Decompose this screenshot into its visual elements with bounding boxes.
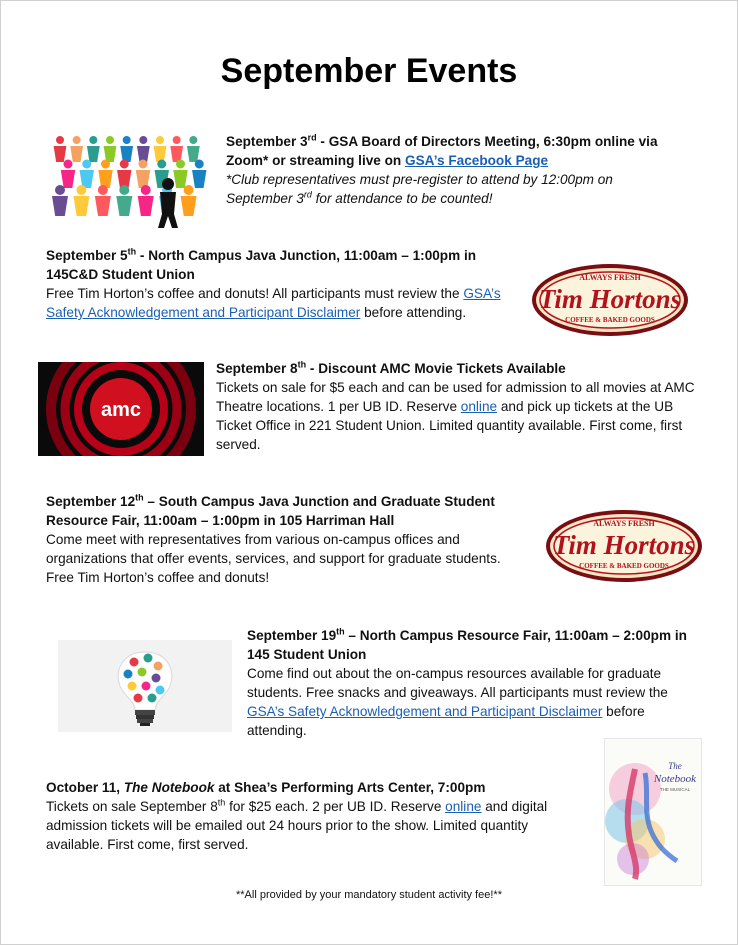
person-figure [98,160,112,189]
event-body-end: before attending. [360,305,467,320]
amc-online-link[interactable]: online [460,399,498,414]
event-date: September 8 [216,361,298,376]
event-headline: - North Campus Java Junction, 11:00am – 1:00pm in 145C&D Student Union [46,248,477,282]
event-body: Tickets on sale for $5 each and can be used for admission to all movies at AMC Theatre locations. 1 per UB ID. Reserve [216,380,695,414]
idea-bubble-icon [156,686,165,695]
event-body: Free Tim Horton’s coffee and donuts! All participants must review the [46,286,464,301]
tim-hortons-logo [544,508,704,584]
event-body: Tickets on sale September 8 [46,799,218,814]
person-figure [117,160,131,189]
poster-title: Notebook [653,773,697,785]
idea-bubble-icon [142,682,151,691]
person-figure [70,136,83,162]
date-suffix: th [135,492,144,503]
event-board-meeting [226,132,676,208]
person-figure [87,136,100,162]
person-figure [173,160,187,189]
tim-hortons-logo [530,262,690,338]
event-body-end: before attending. [247,704,645,738]
lightbulb-icons-image [58,640,232,732]
logo-tagline-top: ALWAYS FRESH [579,273,641,282]
person-figure [54,136,67,162]
idea-bubble-icon [128,682,137,691]
idea-bubble-icon [124,670,133,679]
person-figure [61,160,75,189]
event-body-cont: for $25 each. 2 per UB ID. Reserve [225,799,446,814]
date-suffix: th [217,797,226,808]
event-amc-tickets [216,359,696,454]
event-body: Come find out about the on-campus resources available for graduate students. Free snacks and giveaways. All participants must review the [247,666,668,700]
event-date: September 19 [247,628,337,643]
logo-tagline-bottom: COFFEE & BAKED GOODS [565,316,655,324]
poster-subtitle: THE MUSICAL [659,787,691,792]
people-group-image [48,122,213,230]
event-headline: - GSA Board of Directors Meeting, 6:30pm online via Zoom* or streaming live on [226,134,658,168]
event-date: September 12 [46,494,136,509]
person-figure [136,160,150,189]
logo-name: Tim Hortons [552,530,696,560]
idea-bubble-icon [138,668,147,677]
person-figure [187,136,200,162]
date-suffix: th [297,359,307,370]
event-body: Come meet with representatives from various on-campus offices and organizations that offer events, services, and support for graduate students. Free Tim Horton’s coffee and donuts! [46,532,501,585]
event-date: September 5 [46,248,128,263]
event-north-java-junction [46,246,506,322]
person-figure [116,185,132,216]
date-suffix: rd [307,132,317,143]
event-resource-fair [247,626,702,740]
event-headline: at Shea’s Performing Arts Center, 7:00pm [214,780,486,795]
amc-logo-image [38,362,204,456]
person-figure [138,185,154,216]
the-notebook-poster [604,738,702,886]
idea-bubble-icon [130,658,139,667]
date-suffix: th [336,626,345,637]
event-body-end: and digital admission tickets will be emailed out 24 hours prior to the show. Limited quantity available. First come, first served. [46,799,548,852]
event-headline: – South Campus Java Junction and Graduate Student Resource Fair, 11:00am – 1:00pm in 105 Harriman Hall [46,494,495,528]
person-figure [104,136,117,162]
event-south-java-junction [46,492,506,587]
poster-the: The [668,761,682,771]
logo-tagline-top: ALWAYS FRESH [593,519,655,528]
notebook-online-link[interactable]: online [445,799,482,814]
person-figure [192,160,206,189]
show-title: The Notebook [123,780,215,795]
event-body-end: and pick up tickets at the UB Ticket Office in 221 Student Union. Limited quantity available. First come, first served. [216,399,683,452]
event-headline: - Discount AMC Movie Tickets Available [306,361,566,376]
idea-bubble-icon [152,674,161,683]
safety-disclaimer-link[interactable]: GSA’s Safety Acknowledgement and Participant Disclaimer [46,286,501,320]
event-note: *Club representatives must pre-register to attend by 12:00pm on September 3rd for attendance to be counted! [226,172,613,206]
person-figure [73,185,89,216]
idea-bubble-icon [134,694,143,703]
person-figure [137,136,150,162]
event-date: October 11, [46,780,124,795]
logo-name: Tim Hortons [538,284,682,314]
logo-tagline-bottom: COFFEE & BAKED GOODS [579,562,669,570]
idea-bubble-icon [154,662,163,671]
person-figure [120,136,133,162]
idea-bubble-icon [144,654,153,663]
safety-disclaimer-link[interactable]: GSA’s Safety Acknowledgement and Participant Disclaimer [247,704,603,719]
event-the-notebook [46,778,586,854]
person-figure [80,160,94,189]
person-figure [95,185,111,216]
person-figure [181,185,197,216]
footer-note: **All provided by your mandatory student activity fee!** [236,889,502,901]
amc-wordmark: amc [100,399,142,421]
person-figure [52,185,68,216]
page-title: September Events [220,52,518,90]
facebook-page-link[interactable]: GSA’s Facebook Page [405,153,549,168]
date-suffix: th [127,246,137,257]
person-figure [154,136,167,162]
idea-bubble-icon [148,694,157,703]
person-figure [170,136,183,162]
event-headline: – North Campus Resource Fair, 11:00am – 2:00pm in 145 Student Union [247,628,687,662]
event-date: September 3 [226,134,308,149]
